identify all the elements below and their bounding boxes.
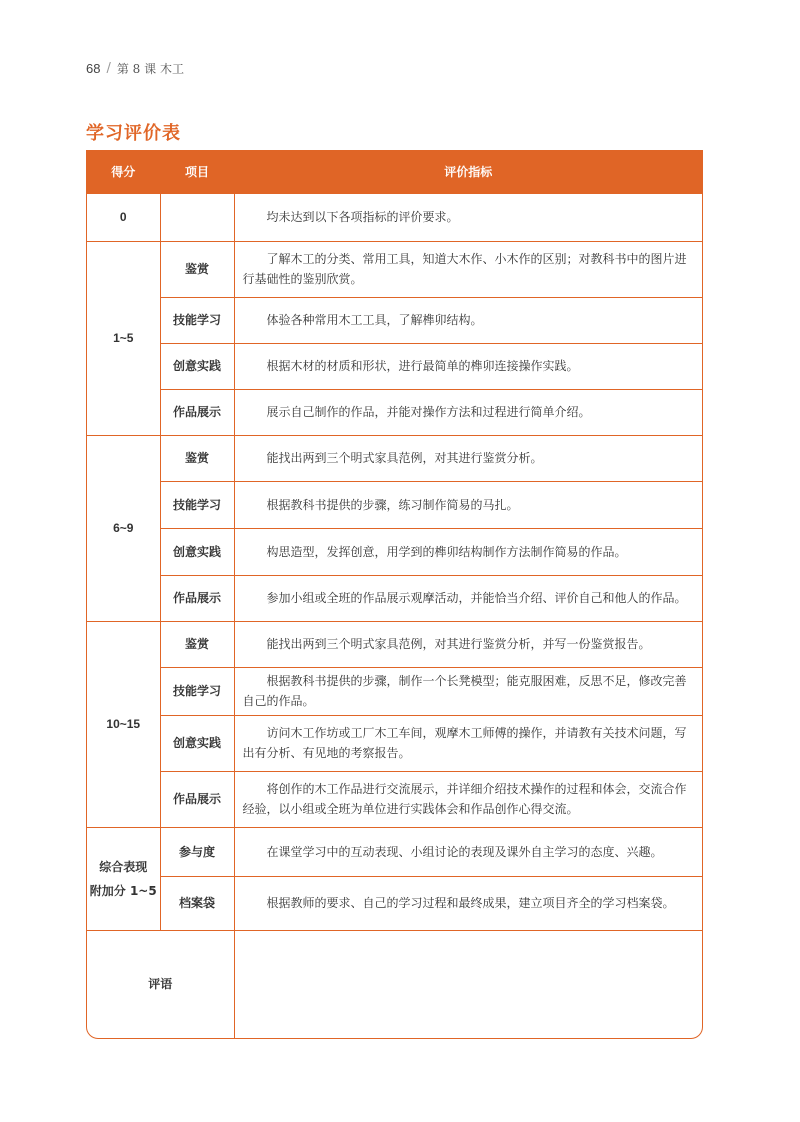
item-cell: 作品展示 (160, 771, 234, 827)
criteria-cell: 访问木工作坊或工厂木工车间，观摩木工师傅的操作，并请教有关技术问题，写出有分析、有见地的考察报告。 (234, 715, 702, 771)
criteria-cell: 能找出两到三个明式家具范例，对其进行鉴赏分析。 (234, 435, 702, 481)
item-cell: 鉴赏 (160, 435, 234, 481)
item-cell: 技能学习 (160, 481, 234, 528)
criteria-cell: 在课堂学习中的互动表现、小组讨论的表现及课外自主学习的态度、兴趣。 (234, 827, 702, 876)
comment-field[interactable] (234, 930, 702, 1038)
score-cell-bonus (87, 827, 160, 930)
comment-label: 评语 (87, 930, 234, 1038)
table-row (87, 715, 702, 771)
table-row (87, 771, 702, 827)
score-cell: 1~5 (87, 241, 160, 435)
col-header-score: 得分 (87, 151, 160, 193)
criteria-cell: 均未达到以下各项指标的评价要求。 (234, 193, 702, 241)
table-row (87, 297, 702, 343)
item-cell: 参与度 (160, 827, 234, 876)
comment-row (87, 930, 702, 1038)
item-cell: 创意实践 (160, 528, 234, 575)
criteria-cell: 根据教师的要求、自己的学习过程和最终成果，建立项目齐全的学习档案袋。 (234, 876, 702, 930)
page-number: 68 (86, 61, 101, 76)
item-cell (160, 193, 234, 241)
table-row (87, 389, 702, 435)
criteria-cell: 参加小组或全班的作品展示观摩活动，并能恰当介绍、评价自己和他人的作品。 (234, 575, 702, 621)
table-row (87, 481, 702, 528)
score-cell: 10~15 (87, 621, 160, 827)
table-header-row (87, 151, 702, 193)
score-cell: 6~9 (87, 435, 160, 621)
table-row (87, 193, 702, 241)
item-cell: 技能学习 (160, 667, 234, 715)
table-row (87, 528, 702, 575)
table-row (87, 575, 702, 621)
item-cell: 鉴赏 (160, 241, 234, 297)
table-row (87, 435, 702, 481)
criteria-cell: 能找出两到三个明式家具范例，对其进行鉴赏分析，并写一份鉴赏报告。 (234, 621, 702, 667)
criteria-cell: 展示自己制作的作品，并能对操作方法和过程进行简单介绍。 (234, 389, 702, 435)
criteria-cell: 体验各种常用木工工具，了解榫卯结构。 (234, 297, 702, 343)
criteria-cell: 根据教科书提供的步骤，制作一个长凳模型；能克服困难，反思不足，修改完善自己的作品。 (234, 667, 702, 715)
item-cell: 档案袋 (160, 876, 234, 930)
table-row (87, 667, 702, 715)
page-header (86, 60, 184, 77)
bonus-range: 附加分 1~5 (89, 883, 157, 898)
table-row (87, 241, 702, 297)
table-row (87, 343, 702, 389)
col-header-criteria: 评价指标 (234, 151, 702, 193)
item-cell: 作品展示 (160, 575, 234, 621)
item-cell: 创意实践 (160, 343, 234, 389)
header-separator: / (106, 61, 111, 76)
bonus-label: 综合表现 (99, 859, 148, 874)
criteria-cell: 根据木材的材质和形状，进行最简单的榫卯连接操作实践。 (234, 343, 702, 389)
item-cell: 鉴赏 (160, 621, 234, 667)
score-cell: 0 (87, 193, 160, 241)
lesson-title: 第 8 课 木工 (116, 62, 184, 76)
table-row (87, 621, 702, 667)
item-cell: 创意实践 (160, 715, 234, 771)
evaluation-table (86, 150, 703, 1039)
criteria-cell: 了解木工的分类、常用工具，知道大木作、小木作的区别；对教科书中的图片进行基础性的鉴别欣赏。 (234, 241, 702, 297)
item-cell: 技能学习 (160, 297, 234, 343)
criteria-cell: 根据教科书提供的步骤，练习制作简易的马扎。 (234, 481, 702, 528)
table-row (87, 827, 702, 876)
criteria-cell: 构思造型，发挥创意，用学到的榫卯结构制作方法制作简易的作品。 (234, 528, 702, 575)
table-row (87, 876, 702, 930)
col-header-item: 项目 (160, 151, 234, 193)
item-cell: 作品展示 (160, 389, 234, 435)
criteria-cell: 将创作的木工作品进行交流展示，并详细介绍技术操作的过程和体会，交流合作经验，以小组或全班为单位进行实践体会和作品创作心得交流。 (234, 771, 702, 827)
section-title: 学习评价表 (86, 123, 181, 144)
